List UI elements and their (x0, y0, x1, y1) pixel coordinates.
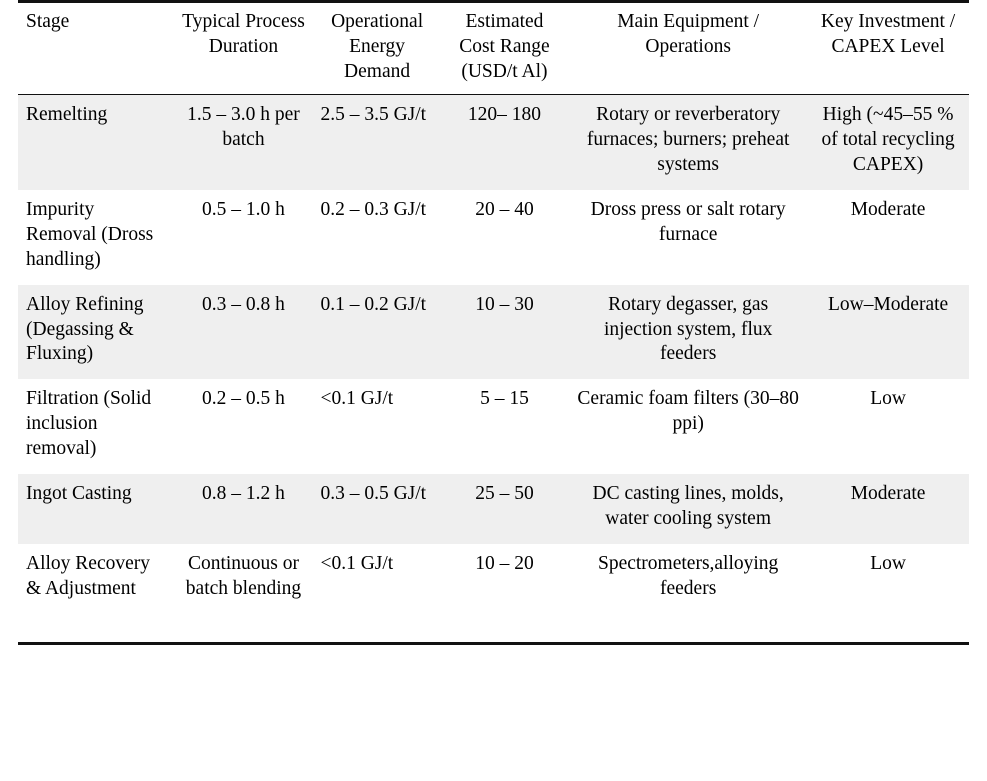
table-header-row (18, 2, 969, 95)
column-header-capex: Key Investment / CAPEX Level (820, 11, 956, 57)
cell-equipment: Ceramic foam filters (30–80 ppi) (577, 388, 799, 435)
cell-capex: Low (870, 553, 906, 575)
cell-stage: Remelting (18, 94, 172, 189)
process-stages-table (18, 0, 969, 645)
cell-stage: Alloy Refining (Degassing & Fluxing) (18, 285, 172, 380)
table-body (18, 94, 969, 643)
cell-equipment: Rotary degasser, gas injection system, flux feeders (569, 285, 807, 380)
cell-equipment: DC casting lines, molds, water cooling system (569, 474, 807, 544)
cell-stage: Impurity Removal (Dross handling) (26, 198, 154, 270)
cell-equipment: Spectrometers,alloying feeders (597, 553, 779, 600)
cell-energy: 0.2 – 0.3 GJ/t (320, 198, 427, 220)
table-header (18, 2, 969, 95)
cell-capex: Moderate (850, 198, 926, 220)
cell-equipment: Dross press or salt rotary furnace (590, 198, 786, 245)
cell-cost: 120– 180 (440, 94, 569, 189)
cell-capex: Low–Moderate (807, 285, 969, 380)
cell-energy: 2.5 – 3.5 GJ/t (314, 94, 439, 189)
cell-stage: Filtration (Solid inclusion removal) (26, 388, 152, 460)
cell-stage: Alloy Recovery & Adjustment (26, 553, 151, 600)
cell-duration: 1.5 – 3.0 h per batch (172, 94, 314, 189)
cell-equipment: Rotary or reverberatory furnaces; burners; preheat systems (569, 94, 807, 189)
cell-capex: High (~45–55 % of total recycling CAPEX) (807, 94, 969, 189)
cell-cost: 5 – 15 (480, 388, 529, 410)
cell-capex: Moderate (807, 474, 969, 544)
column-header-stage: Stage (26, 11, 70, 32)
table-row (18, 544, 969, 614)
cell-duration: 0.5 – 1.0 h (202, 198, 285, 220)
column-header-energy: Operational Energy Demand (331, 11, 424, 82)
cell-energy: 0.1 – 0.2 GJ/t (314, 285, 439, 380)
table-bottom-rule (18, 614, 969, 644)
cell-duration: Continuous or batch blending (185, 553, 302, 600)
cell-cost: 25 – 50 (440, 474, 569, 544)
cell-duration: 0.3 – 0.8 h (172, 285, 314, 380)
table-row (18, 474, 969, 544)
cell-cost: 20 – 40 (475, 198, 534, 220)
cell-cost: 10 – 20 (475, 553, 534, 575)
cell-duration: 0.2 – 0.5 h (202, 388, 285, 410)
table-row (18, 285, 969, 380)
cell-energy: <0.1 GJ/t (320, 553, 394, 575)
cell-energy: <0.1 GJ/t (320, 388, 394, 410)
column-header-duration: Typical Process Duration (182, 11, 305, 57)
cell-cost: 10 – 30 (440, 285, 569, 380)
table-row (18, 379, 969, 474)
cell-capex: Low (870, 388, 906, 410)
table-row (18, 190, 969, 285)
cell-stage: Ingot Casting (18, 474, 172, 544)
cell-duration: 0.8 – 1.2 h (172, 474, 314, 544)
table-row (18, 94, 969, 189)
column-header-equipment: Main Equipment / Operations (617, 11, 760, 57)
cell-energy: 0.3 – 0.5 GJ/t (314, 474, 439, 544)
column-header-cost: Estimated Cost Range (USD/t Al) (459, 11, 550, 82)
